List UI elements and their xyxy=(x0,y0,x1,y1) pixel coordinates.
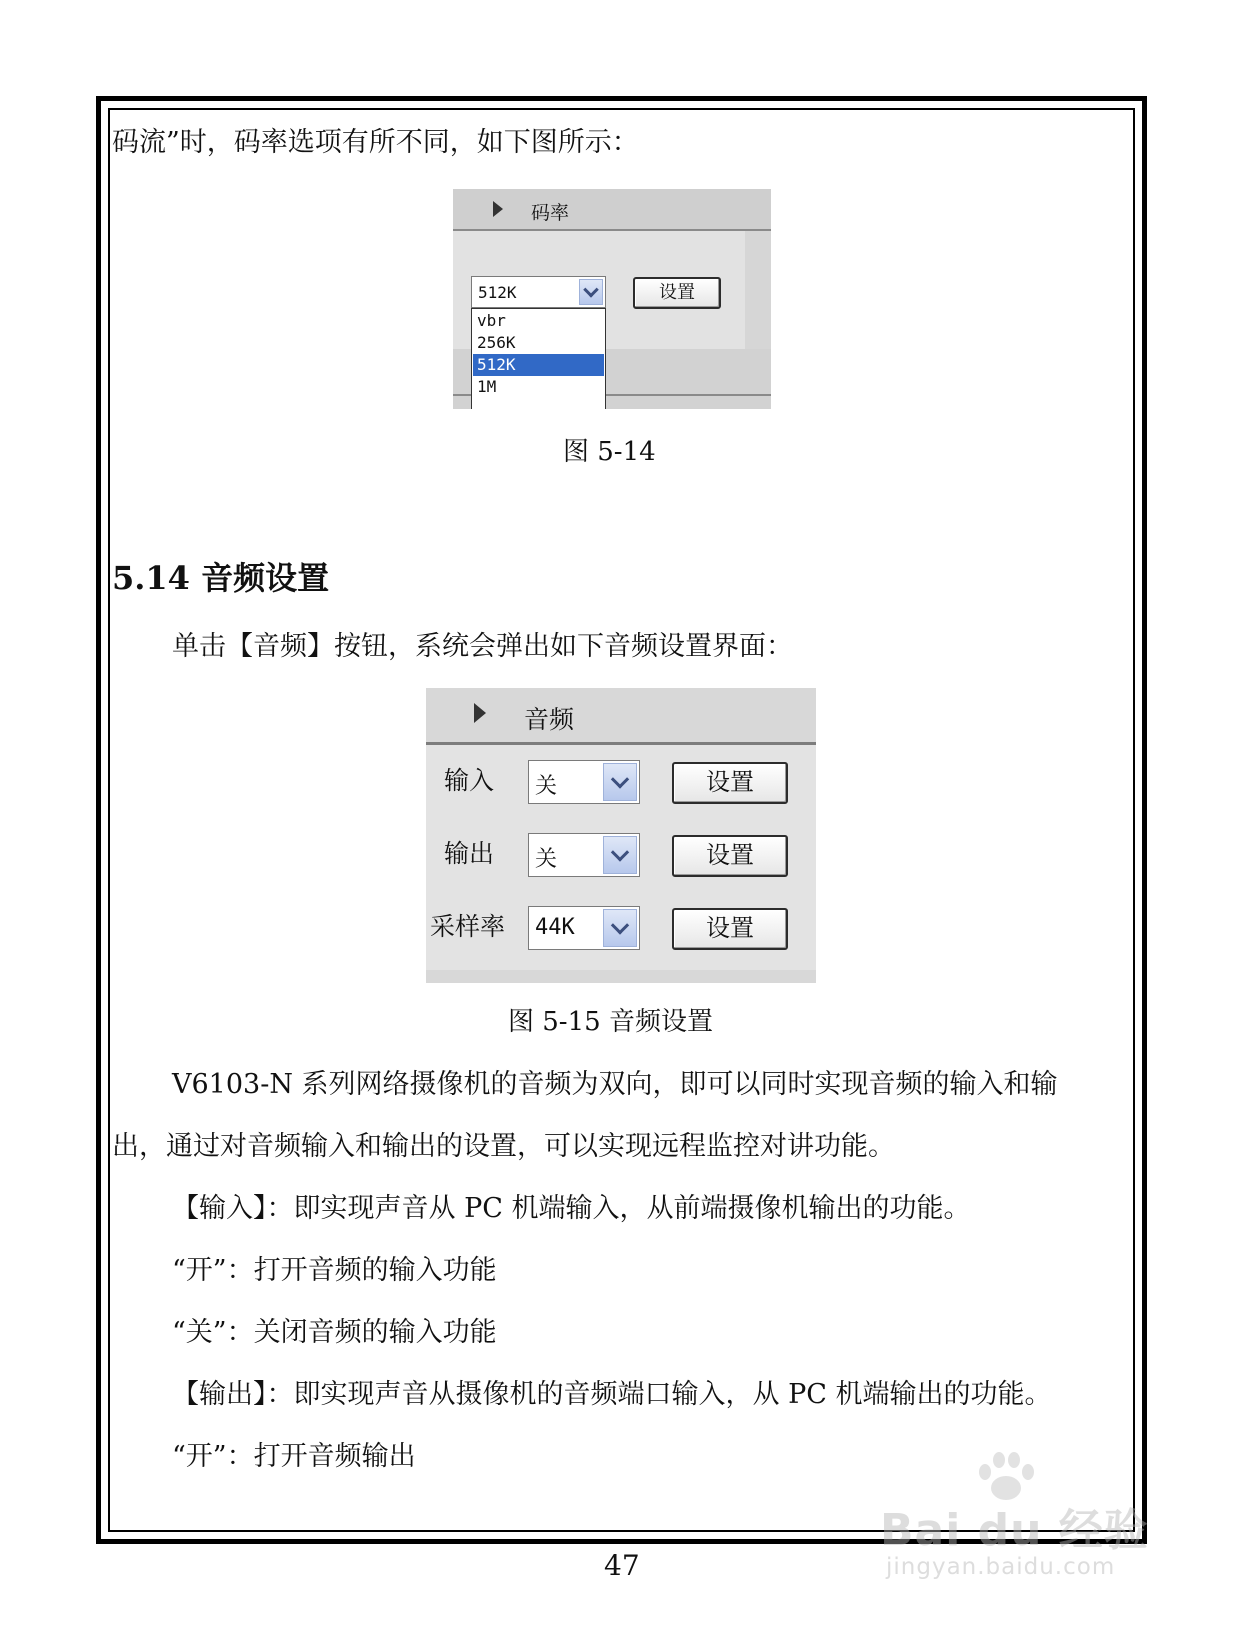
input-description: 【输入】：即实现声音从 PC 机端输入，从前端摄像机输出的功能。 xyxy=(172,1193,971,1224)
output-description: 【输出】：即实现声音从摄像机的音频端口输入，从 PC 机端输出的功能。 xyxy=(172,1379,1052,1410)
dropdown-option-256k[interactable]: 256K xyxy=(477,333,516,352)
audio-output-set-button[interactable]: 设置 xyxy=(672,835,788,877)
audio-panel xyxy=(426,688,816,983)
bitrate-set-button[interactable]: 设置 xyxy=(633,277,721,309)
figure-caption-5-15: 图 5-15 音频设置 xyxy=(508,1007,713,1037)
expand-triangle-icon[interactable] xyxy=(493,201,503,217)
page-number: 47 xyxy=(604,1549,640,1582)
bitrate-dropdown-list xyxy=(471,308,606,409)
dropdown-button[interactable] xyxy=(603,763,637,801)
sample-rate-value: 44K xyxy=(535,915,575,940)
audio-panel-title: 音频 xyxy=(524,705,575,734)
bitrate-panel xyxy=(453,189,771,409)
figure-caption-5-14: 图 5-14 xyxy=(563,437,656,467)
section-intro: 单击【音频】按钮，系统会弹出如下音频设置界面： xyxy=(172,631,793,662)
dropdown-option-1m[interactable]: 1M xyxy=(477,377,497,396)
audio-output-select[interactable] xyxy=(528,833,640,877)
paragraph-line-1: V6103-N 系列网络摄像机的音频为双向，即可以同时实现音频的输入和输 xyxy=(172,1069,1058,1100)
audio-input-label: 输入 xyxy=(444,766,495,795)
dropdown-button[interactable] xyxy=(579,279,603,305)
dropdown-option-vbr[interactable]: vbr xyxy=(477,311,506,330)
bitrate-panel-title: 码率 xyxy=(531,202,570,224)
audio-input-set-button[interactable]: 设置 xyxy=(672,762,788,804)
chevron-down-icon xyxy=(611,770,629,788)
watermark-brand: Bai du 经验 xyxy=(880,1505,1149,1556)
baidu-watermark xyxy=(880,1450,1180,1600)
section-heading: 5.14 音频设置 xyxy=(112,559,330,597)
dropdown-option-512k[interactable]: 512K xyxy=(473,354,604,376)
bitrate-select-value: 512K xyxy=(478,283,517,302)
dropdown-button[interactable] xyxy=(603,836,637,874)
watermark-url: jingyan.baidu.com xyxy=(886,1554,1116,1580)
sample-rate-select[interactable] xyxy=(528,906,640,950)
output-on-description: “开”：打开音频输出 xyxy=(172,1441,416,1472)
sample-rate-label: 采样率 xyxy=(430,912,506,941)
paragraph-line-2: 出，通过对音频输入和输出的设置，可以实现远程监控对讲功能。 xyxy=(112,1131,895,1162)
audio-input-select[interactable] xyxy=(528,760,640,804)
input-on-description: “开”：打开音频的输入功能 xyxy=(172,1255,497,1286)
chevron-down-icon xyxy=(611,916,629,934)
expand-triangle-icon[interactable] xyxy=(474,703,486,723)
sample-rate-set-button[interactable]: 设置 xyxy=(672,908,788,950)
chevron-down-icon xyxy=(583,282,599,298)
top-line: 码流”时，码率选项有所不同，如下图所示： xyxy=(112,127,639,158)
chevron-down-icon xyxy=(611,843,629,861)
audio-input-value: 关 xyxy=(535,774,558,799)
audio-output-label: 输出 xyxy=(444,839,495,868)
audio-panel-header xyxy=(426,688,816,745)
dropdown-button[interactable] xyxy=(603,909,637,947)
input-off-description: “关”：关闭音频的输入功能 xyxy=(172,1317,497,1348)
audio-output-value: 关 xyxy=(535,847,558,872)
bitrate-panel-header xyxy=(453,189,771,231)
bitrate-select[interactable] xyxy=(471,276,606,308)
